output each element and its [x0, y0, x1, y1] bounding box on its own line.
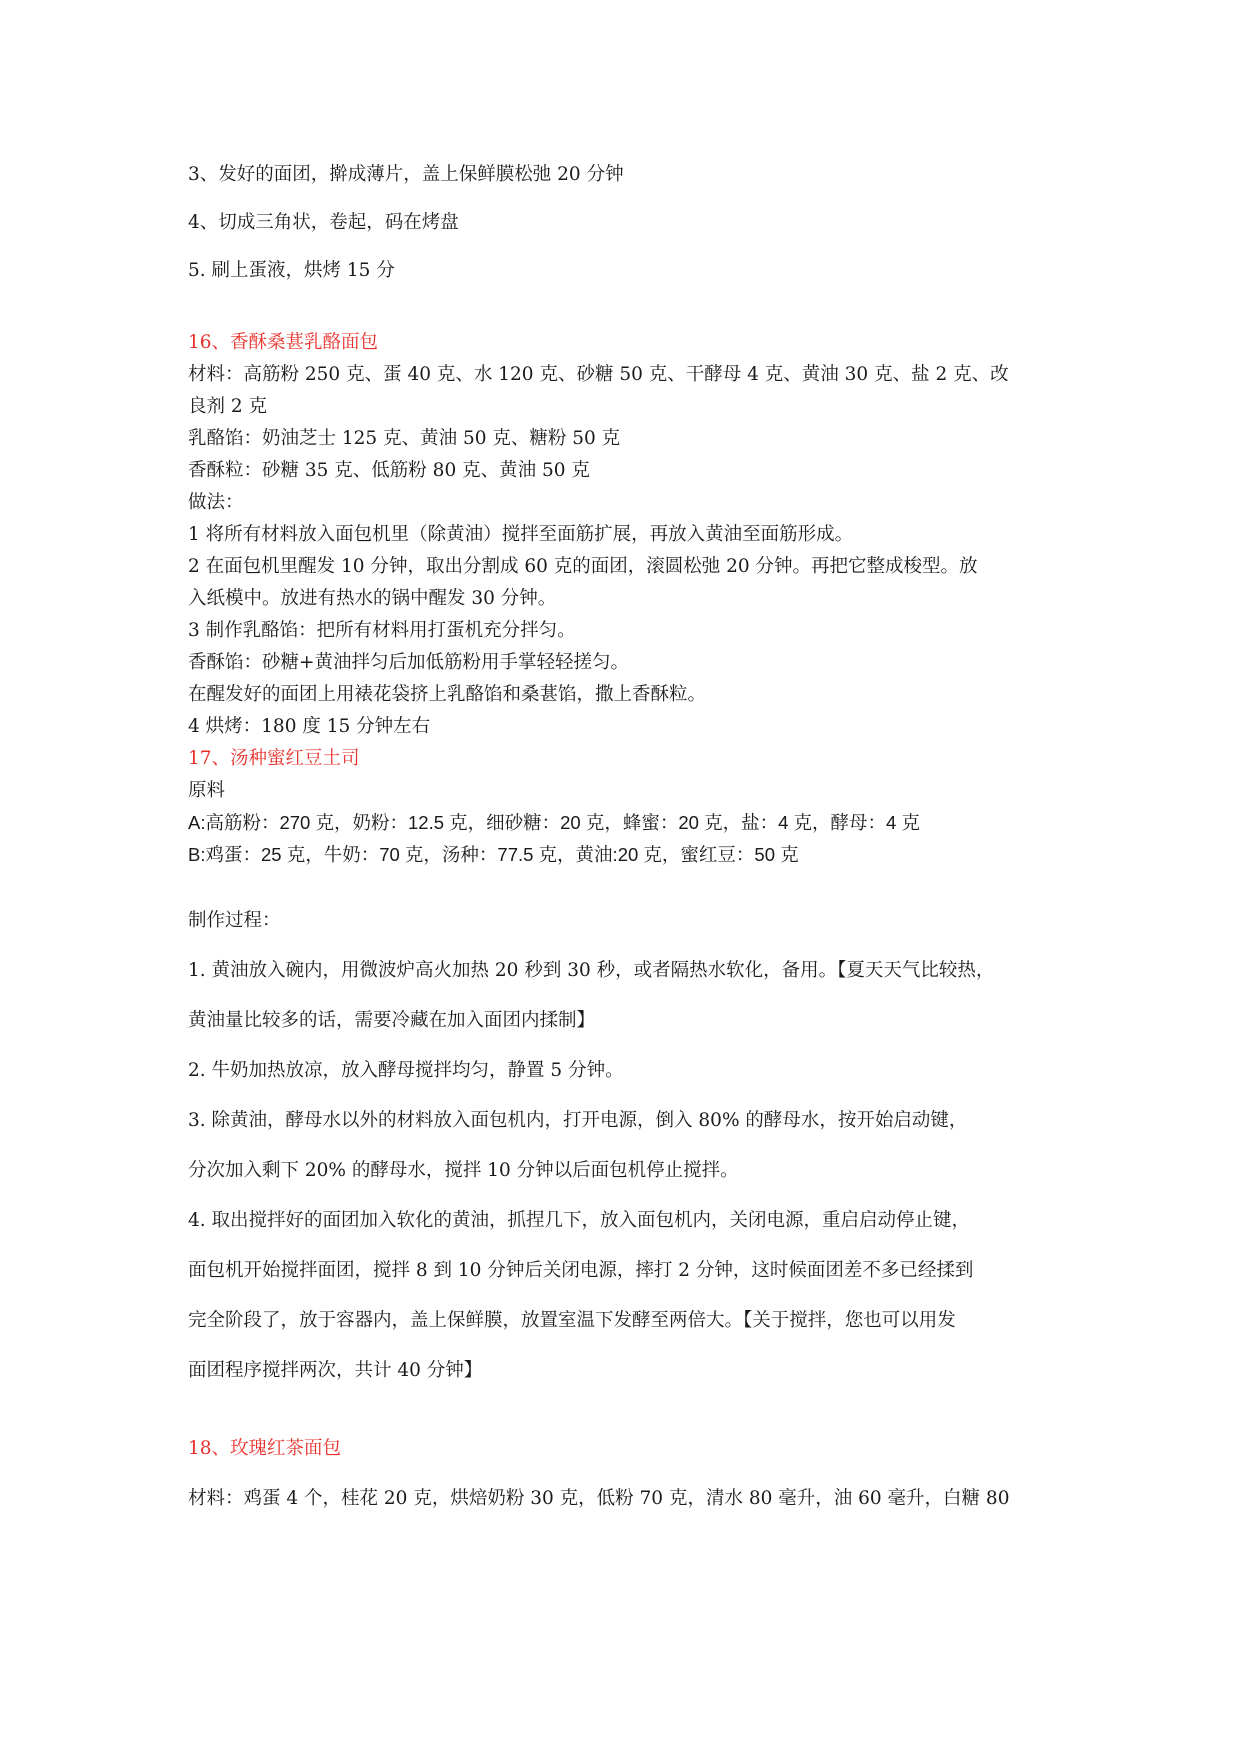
recipe16-line: 在醒发好的面团上用裱花袋挤上乳酪馅和桑葚馅，撒上香酥粒。: [188, 684, 707, 705]
recipe16-line: 2 在面包机里醒发 10 分钟，取出分割成 60 克的面团，滚圆松弛 20 分钟。再把它整成梭型。放: [188, 556, 978, 577]
recipe16-line: 3 制作乳酪馅：把所有材料用打蛋机充分拌匀。: [188, 620, 576, 641]
recipe17-step: 4. 取出搅拌好的面团加入软化的黄油，抓捏几下，放入面包机内，关闭电源，重启启动停止键，: [188, 1210, 971, 1231]
intro-step: 3、发好的面团，擀成薄片，盖上保鲜膜松弛 20 分钟: [188, 164, 624, 185]
recipe17-step: 2. 牛奶加热放凉，放入酵母搅拌均匀，静置 5 分钟。: [188, 1060, 624, 1081]
recipe16-line: 乳酪馅：奶油芝士 125 克、黄油 50 克、糖粉 50 克: [188, 428, 621, 449]
recipe17-step: 面包机开始搅拌面团，搅拌 8 到 10 分钟后关闭电源，摔打 2 分钟，这时候面团差不多已经揉到: [188, 1260, 974, 1281]
recipe18-line: 材料：鸡蛋 4 个，桂花 20 克，烘焙奶粉 30 克，低粉 70 克，清水 80 毫升，油 60 毫升，白糖 80: [188, 1488, 1010, 1509]
recipe18-title: 18、玫瑰红茶面包: [188, 1438, 342, 1459]
intro-step: 4、切成三角状，卷起，码在烤盘: [188, 212, 459, 233]
recipe16-line: 入纸模中。放进有热水的锅中醒发 30 分钟。: [188, 588, 557, 609]
recipe17-step: 完全阶段了，放于容器内，盖上保鲜膜，放置室温下发酵至两倍大。【关于搅拌，您也可以用发: [188, 1310, 956, 1331]
recipe17-title: 17、汤种蜜红豆土司: [188, 748, 360, 769]
recipe16-line: 4 烘烤：180 度 15 分钟左右: [188, 716, 431, 737]
recipe17-step: 3. 除黄油，酵母水以外的材料放入面包机内，打开电源，倒入 80% 的酵母水，按开始启动键，: [188, 1110, 968, 1131]
recipe16-line: 香酥粒：砂糖 35 克、低筋粉 80 克、黄油 50 克: [188, 460, 590, 481]
recipe16-line: 1 将所有材料放入面包机里（除黄油）搅拌至面筋扩展，再放入黄油至面筋形成。: [188, 524, 854, 545]
intro-step: 5. 刷上蛋液，烘烤 15 分: [188, 260, 395, 281]
recipe17-step: 面团程序搅拌两次，共计 40 分钟】: [188, 1360, 483, 1381]
recipe17-ingredients-label: 原料: [188, 780, 226, 801]
recipe17-step: 分次加入剩下 20% 的酵母水，搅拌 10 分钟以后面包机停止搅拌。: [188, 1160, 739, 1181]
recipe16-line: 材料：高筋粉 250 克、蛋 40 克、水 120 克、砂糖 50 克、干酵母 4 克、黄油 30 克、盐 2 克、改: [188, 364, 1009, 385]
recipe17-ingredients-a: A:高筋粉：270 克，奶粉：12.5 克，细砂糖：20 克，蜂蜜：20 克，盐：4 克，酵母：4 克: [188, 812, 920, 833]
recipe16-title: 16、香酥桑葚乳酪面包: [188, 332, 379, 353]
recipe16-line: 做法：: [188, 492, 244, 513]
recipe17-step: 黄油量比较多的话，需要冷藏在加入面团内揉制】: [188, 1010, 596, 1031]
recipe17-process-label: 制作过程：: [188, 910, 281, 931]
recipe16-line: 香酥馅：砂糖+黄油拌匀后加低筋粉用手掌轻轻搓匀。: [188, 652, 630, 673]
recipe17-step: 1. 黄油放入碗内，用微波炉高火加热 20 秒到 30 秒，或者隔热水软化，备用。【夏天天气比较热，: [188, 960, 995, 981]
recipe17-ingredients-b: B:鸡蛋：25 克，牛奶：70 克，汤种：77.5 克，黄油:20 克，蜜红豆：50 克: [188, 844, 799, 865]
recipe16-line: 良剂 2 克: [188, 396, 268, 417]
